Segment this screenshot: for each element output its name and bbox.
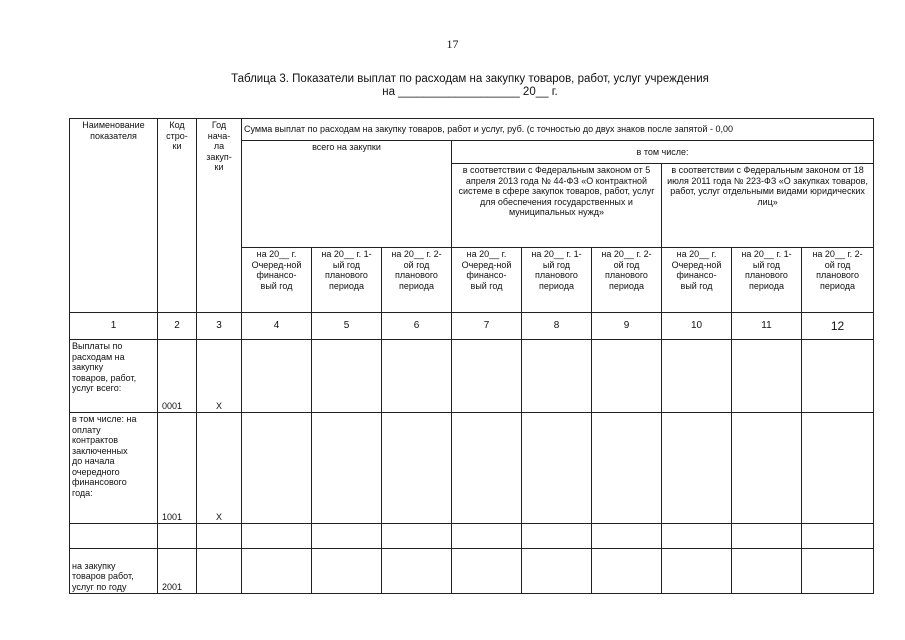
table-row (70, 340, 874, 413)
data-cell[interactable] (522, 340, 592, 413)
header-period-2: на 20__ г. 2- ой год планового периода (802, 248, 874, 313)
column-number: 8 (522, 313, 592, 340)
table-title-line2: на ___________________ 20__ г. (382, 86, 558, 98)
header-period-1: на 20__ г. 1- ый год планового периода (732, 248, 802, 313)
data-cell[interactable] (732, 413, 802, 524)
header-period-2: на 20__ г. 2- ой год планового периода (382, 248, 452, 313)
data-cell[interactable] (242, 340, 312, 413)
data-cell[interactable] (382, 549, 452, 594)
data-cell[interactable] (242, 413, 312, 524)
header-223fz: в соответствии с Федеральным законом от 18 июля 2011 года № 223-ФЗ «О закупках товаров, работ, услуг отдельными видами юридических лиц» (662, 164, 874, 248)
data-cell[interactable] (592, 413, 662, 524)
column-number: 1 (70, 313, 158, 340)
data-cell[interactable] (452, 413, 522, 524)
column-number: 4 (242, 313, 312, 340)
data-cell[interactable] (662, 524, 732, 549)
table-row (70, 549, 874, 594)
header-period-1: на 20__ г. 1- ый год планового периода (522, 248, 592, 313)
data-cell[interactable] (242, 549, 312, 594)
header-including: в том числе: (452, 141, 874, 164)
row-code (158, 524, 197, 549)
data-cell[interactable] (662, 549, 732, 594)
data-cell[interactable] (592, 340, 662, 413)
data-cell[interactable] (452, 340, 522, 413)
header-44fz: в соответствии с Федеральным законом от 5 апреля 2013 года № 44-ФЗ «О контрактной системе в сфере закупок товаров, работ, услуг для обеспечения государственных и муниципальных нужд» (452, 164, 662, 248)
data-cell[interactable] (522, 549, 592, 594)
table-title (0, 73, 905, 99)
header-period-current: на 20__ г. Очеред-ной финансо- вый год (662, 248, 732, 313)
data-cell[interactable] (452, 549, 522, 594)
data-cell[interactable] (312, 549, 382, 594)
row-year: X (197, 340, 242, 413)
row-code: 1001 (158, 413, 197, 524)
table-row (70, 524, 874, 549)
data-cell[interactable] (382, 340, 452, 413)
header-code: Код стро- ки (158, 119, 197, 313)
data-cell[interactable] (802, 413, 874, 524)
row-code: 0001 (158, 340, 197, 413)
row-label: Выплаты по расходам на закупку товаров, работ, услуг всего: (70, 340, 158, 413)
column-number: 11 (732, 313, 802, 340)
row-code: 2001 (158, 549, 197, 594)
data-cell[interactable] (732, 340, 802, 413)
table-row (70, 413, 874, 524)
data-cell[interactable] (382, 413, 452, 524)
data-cell[interactable] (802, 524, 874, 549)
data-cell[interactable] (522, 413, 592, 524)
column-number: 7 (452, 313, 522, 340)
row-year (197, 549, 242, 594)
header-period-1: на 20__ г. 1- ый год планового периода (312, 248, 382, 313)
data-cell[interactable] (732, 524, 802, 549)
data-cell[interactable] (802, 340, 874, 413)
column-number: 2 (158, 313, 197, 340)
data-cell[interactable] (592, 549, 662, 594)
header-name: Наименование показателя (70, 119, 158, 313)
column-number: 10 (662, 313, 732, 340)
column-number: 5 (312, 313, 382, 340)
header-sum: Сумма выплат по расходам на закупку товаров, работ и услуг, руб. (с точностью до двух знаков после запятой - 0,00 (242, 119, 874, 141)
header-year: Год нача- ла закуп- ки (197, 119, 242, 313)
data-cell[interactable] (662, 340, 732, 413)
row-label: в том числе: на оплату контрактов заключенных до начала очередного финансового года: (70, 413, 158, 524)
column-number-row (70, 313, 874, 340)
row-label: на закупку товаров работ, услуг по году (70, 549, 158, 594)
table-title-line1: Таблица 3. Показатели выплат по расходам на закупку товаров, работ, услуг учреждения (231, 73, 709, 85)
data-cell[interactable] (802, 549, 874, 594)
data-cell[interactable] (732, 549, 802, 594)
data-cell[interactable] (662, 413, 732, 524)
header-period-2: на 20__ г. 2- ой год планового периода (592, 248, 662, 313)
data-cell[interactable] (452, 524, 522, 549)
data-cell[interactable] (382, 524, 452, 549)
column-number: 9 (592, 313, 662, 340)
header-period-current: на 20__ г. Очеред-ной финансо- вый год (242, 248, 312, 313)
page-number: 17 (446, 37, 459, 51)
data-cell[interactable] (312, 524, 382, 549)
row-year (197, 524, 242, 549)
row-label (70, 524, 158, 549)
header-period-current: на 20__ г. Очеред-ной финансо- вый год (452, 248, 522, 313)
payments-table (69, 118, 874, 594)
data-cell[interactable] (592, 524, 662, 549)
row-year: X (197, 413, 242, 524)
header-total: всего на закупки (242, 141, 452, 248)
data-cell[interactable] (312, 413, 382, 524)
column-number: 6 (382, 313, 452, 340)
column-number: 3 (197, 313, 242, 340)
data-cell[interactable] (522, 524, 592, 549)
data-cell[interactable] (242, 524, 312, 549)
column-number: 12 (802, 313, 874, 340)
data-cell[interactable] (312, 340, 382, 413)
